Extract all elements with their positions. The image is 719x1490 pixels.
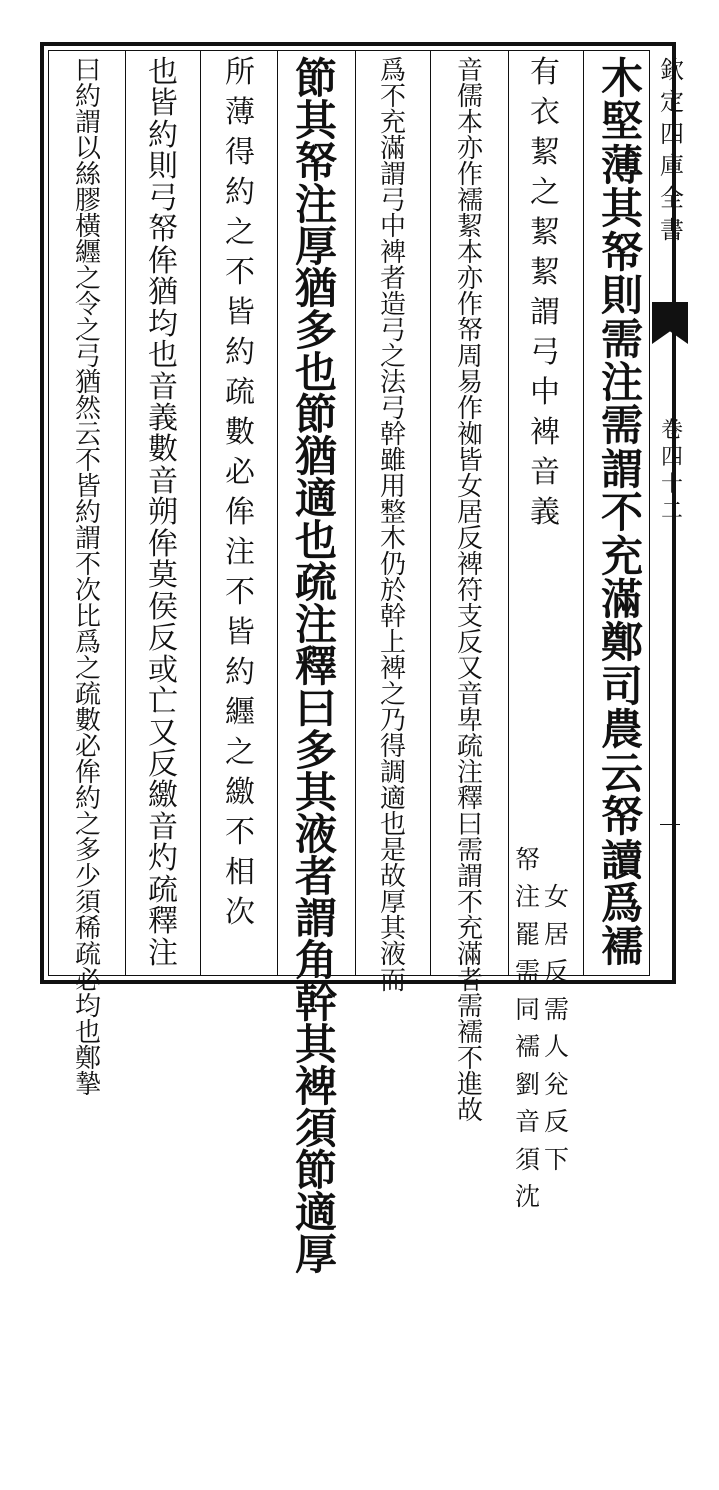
glyph: 襦	[456, 1018, 483, 1048]
glyph: 木	[600, 54, 643, 103]
glyph: 侯	[148, 589, 178, 625]
glyph: 須	[515, 1144, 541, 1174]
glyph: 釋	[456, 784, 483, 814]
glyph: 釋	[148, 904, 178, 940]
glyph: 女	[544, 882, 570, 911]
glyph: 帑	[600, 227, 643, 277]
glyph: 多	[74, 836, 101, 866]
glyph: 支	[456, 602, 483, 632]
glyph: 幹	[379, 420, 406, 450]
text-column	[63, 56, 113, 1100]
glyph: 音	[148, 369, 178, 405]
glyph: 沈	[515, 1182, 541, 1211]
glyph: 猶	[74, 368, 101, 398]
glyph: 作	[456, 394, 483, 424]
glyph: 需	[600, 314, 643, 364]
glyph: 需	[456, 836, 483, 866]
glyph: 令	[74, 290, 101, 320]
title-glyph: 四	[660, 120, 684, 148]
glyph: 滿	[379, 134, 406, 164]
glyph: 約	[74, 784, 101, 814]
glyph: 朔	[148, 495, 178, 531]
glyph: 疏	[74, 680, 101, 710]
glyph: 上	[379, 628, 406, 658]
glyph: 侔	[225, 495, 255, 530]
glyph: 約	[225, 335, 255, 370]
glyph: 云	[74, 420, 101, 450]
glyph: 木	[379, 524, 406, 554]
glyph: 作	[456, 290, 483, 320]
glyph: 法	[379, 368, 406, 398]
glyph: 故	[379, 862, 406, 892]
glyph: 堅	[600, 97, 643, 147]
glyph: 均	[74, 992, 101, 1022]
glyph: 故	[456, 1096, 483, 1126]
glyph: 反	[456, 524, 483, 554]
glyph: 乃	[379, 706, 406, 736]
text-column	[445, 56, 495, 1126]
glyph: 少	[74, 862, 101, 892]
glyph: 仍	[379, 550, 406, 580]
glyph: 約	[148, 117, 178, 153]
glyph: 數	[225, 415, 255, 450]
glyph: 弓	[379, 186, 406, 216]
glyph: 注	[294, 600, 337, 649]
glyph: 整	[379, 498, 406, 528]
glyph: 本	[456, 238, 483, 268]
glyph: 裨	[379, 654, 406, 684]
glyph: 弓	[74, 342, 101, 372]
glyph: 充	[600, 531, 643, 581]
glyph: 謂	[294, 894, 337, 943]
glyph: 周	[456, 342, 483, 372]
glyph: 比	[74, 602, 101, 632]
glyph: 不	[74, 446, 101, 476]
glyph: 居	[544, 919, 570, 949]
glyph: 劉	[515, 1069, 541, 1099]
glyph: 注	[515, 882, 541, 911]
glyph: 者	[456, 966, 483, 996]
glyph: 符	[456, 576, 483, 606]
volume-glyph: 卷	[660, 418, 683, 443]
glyph: 約	[74, 498, 101, 528]
text-column	[291, 54, 341, 1279]
glyph: 之	[74, 654, 101, 684]
title-glyph: 欽	[660, 56, 684, 84]
glyph: 需	[600, 401, 643, 451]
glyph: 反	[544, 957, 570, 986]
glyph: 多	[294, 306, 337, 355]
glyph: 繳	[225, 775, 255, 810]
glyph: 裨	[379, 238, 406, 268]
glyph: 司	[600, 661, 643, 711]
glyph: 調	[379, 758, 406, 788]
glyph: 曰	[294, 684, 337, 733]
glyph: 必	[74, 966, 101, 996]
glyph: 是	[379, 836, 406, 866]
glyph: 也	[74, 1018, 101, 1048]
glyph: 其	[294, 768, 337, 817]
glyph: 卑	[456, 706, 483, 736]
glyph: 者	[379, 264, 406, 294]
glyph: 得	[225, 135, 255, 170]
glyph: 爲	[74, 628, 101, 658]
glyph: 皆	[225, 615, 255, 650]
glyph: 弓	[148, 180, 178, 216]
glyph: 帑	[148, 212, 178, 248]
glyph: 疏	[148, 872, 178, 908]
glyph: 音	[148, 809, 178, 845]
glyph: 不	[600, 488, 643, 538]
glyph: 得	[379, 732, 406, 762]
glyph: 侔	[148, 526, 178, 562]
glyph: 必	[225, 455, 255, 490]
glyph: 襦	[456, 186, 483, 216]
glyph: 有	[530, 55, 560, 90]
glyph: 不	[225, 255, 255, 290]
glyph: 適	[294, 474, 337, 523]
glyph: 同	[515, 994, 541, 1024]
text-column	[520, 55, 570, 578]
glyph: 音	[456, 680, 483, 710]
glyph: 音	[515, 1107, 541, 1136]
glyph: 音	[530, 455, 560, 490]
glyph: 音	[148, 463, 178, 499]
glyph: 橫	[74, 212, 101, 242]
glyph: 膠	[74, 186, 101, 216]
glyph: 中	[530, 375, 560, 410]
glyph: 帑	[456, 316, 483, 346]
annotation-right-line	[544, 884, 569, 1184]
glyph: 相	[225, 855, 255, 890]
glyph: 或	[148, 652, 178, 688]
glyph: 釋	[294, 642, 337, 691]
glyph: 侔	[74, 758, 101, 788]
column-rule	[200, 50, 201, 976]
glyph: 薄	[600, 140, 643, 190]
glyph: 易	[456, 368, 483, 398]
volume-number	[655, 420, 689, 528]
glyph: 反	[544, 1107, 570, 1136]
glyph: 爲	[379, 56, 406, 86]
glyph: 義	[530, 495, 560, 530]
glyph: 皆	[74, 472, 101, 502]
glyph: 者	[294, 852, 337, 901]
text-column	[138, 55, 188, 971]
glyph: 則	[600, 271, 643, 321]
glyph: 下	[544, 1144, 570, 1174]
glyph: 襦	[600, 922, 643, 972]
column-rule	[508, 50, 509, 976]
glyph: 節	[294, 54, 337, 103]
glyph: 絜	[530, 135, 560, 170]
glyph: 幹	[379, 602, 406, 632]
column-rule	[583, 50, 584, 976]
glyph: 讀	[600, 835, 643, 885]
glyph: 人	[544, 1032, 570, 1061]
glyph: 需	[456, 992, 483, 1022]
glyph: 弓	[530, 335, 560, 370]
glyph: 約	[225, 175, 255, 210]
glyph: 裨	[294, 1062, 337, 1111]
glyph: 幹	[294, 978, 337, 1027]
glyph: 造	[379, 290, 406, 320]
glyph: 曰	[456, 810, 483, 840]
title-glyph: 全	[660, 184, 684, 212]
glyph: 充	[456, 914, 483, 944]
glyph: 兊	[544, 1069, 570, 1099]
glyph: 作	[456, 160, 483, 190]
glyph: 之	[225, 735, 255, 770]
glyph: 注	[294, 180, 337, 229]
glyph: 也	[148, 55, 178, 90]
glyph: 反	[148, 621, 178, 657]
glyph: 之	[379, 680, 406, 710]
glyph: 義	[148, 400, 178, 436]
glyph: 液	[379, 940, 406, 970]
title-glyph: 書	[660, 216, 684, 244]
glyph: 注	[456, 758, 483, 788]
glyph: 皆	[225, 295, 255, 330]
glyph: 儒	[456, 82, 483, 112]
glyph: 帑	[515, 844, 541, 874]
glyph: 謂	[74, 524, 101, 554]
glyph: 反	[456, 628, 483, 658]
glyph: 約	[225, 655, 255, 690]
glyph: 之	[74, 810, 101, 840]
glyph: 滿	[456, 940, 483, 970]
glyph: 謂	[379, 160, 406, 190]
glyph: 鄭	[600, 618, 643, 668]
glyph: 謂	[530, 295, 560, 330]
glyph: 亦	[456, 134, 483, 164]
glyph: 猶	[294, 432, 337, 481]
glyph: 用	[379, 472, 406, 502]
glyph: 數	[148, 432, 178, 468]
glyph: 裨	[530, 415, 560, 450]
text-column	[515, 578, 575, 1490]
glyph: 需	[515, 957, 541, 986]
text-column	[215, 55, 265, 970]
glyph: 之	[74, 316, 101, 346]
glyph: 其	[600, 184, 643, 234]
glyph: 之	[225, 215, 255, 250]
glyph: 適	[379, 784, 406, 814]
glyph: 本	[456, 108, 483, 138]
glyph: 注	[600, 357, 643, 407]
glyph: 謂	[74, 108, 101, 138]
glyph: 疏	[294, 558, 337, 607]
glyph: 女	[456, 472, 483, 502]
glyph: 多	[294, 726, 337, 775]
glyph: 次	[225, 895, 255, 930]
glyph: 罷	[515, 919, 541, 949]
glyph: 絜	[530, 215, 560, 250]
glyph: 音	[456, 56, 483, 86]
glyph: 鄭	[74, 1044, 101, 1074]
glyph: 摯	[74, 1070, 101, 1100]
glyph: 注	[148, 935, 178, 971]
glyph: 也	[294, 348, 337, 397]
glyph: 之	[530, 175, 560, 210]
glyph: 絲	[74, 160, 101, 190]
volume-glyph: 十	[660, 472, 683, 497]
glyph: 以	[74, 134, 101, 164]
glyph: 不	[456, 888, 483, 918]
volume-glyph: 四	[660, 445, 683, 470]
glyph: 亡	[148, 684, 178, 720]
glyph: 所	[225, 55, 255, 90]
glyph: 其	[294, 1020, 337, 1069]
volume-glyph: 二	[660, 499, 683, 524]
glyph: 疏	[225, 375, 255, 410]
glyph: 然	[74, 394, 101, 424]
column-rule	[430, 50, 431, 976]
glyph: 厚	[379, 888, 406, 918]
glyph: 必	[74, 732, 101, 762]
glyph: 中	[379, 212, 406, 242]
glyph: 灼	[148, 841, 178, 877]
column-rule	[277, 50, 278, 976]
glyph: 又	[148, 715, 178, 751]
glyph: 襦	[515, 1032, 541, 1061]
glyph: 也	[294, 516, 337, 565]
glyph: 謂	[600, 444, 643, 494]
column-rule	[125, 50, 126, 976]
glyph: 爲	[600, 879, 643, 929]
glyph: 不	[225, 815, 255, 850]
glyph: 之	[379, 342, 406, 372]
text-column	[597, 54, 647, 972]
text-column	[368, 56, 418, 996]
glyph: 云	[600, 748, 643, 798]
glyph: 農	[600, 705, 643, 755]
column-rule	[355, 50, 356, 976]
glyph: 弓	[379, 316, 406, 346]
glyph: 厚	[294, 222, 337, 271]
bottom-tick-mark	[660, 824, 680, 825]
glyph: 滿	[600, 575, 643, 625]
glyph: 疏	[456, 732, 483, 762]
title-glyph: 庫	[660, 152, 684, 180]
glyph: 亦	[456, 264, 483, 294]
title-glyph: 定	[660, 88, 684, 116]
glyph: 次	[74, 576, 101, 606]
glyph: 纒	[225, 695, 255, 730]
glyph: 液	[294, 810, 337, 859]
glyph: 纒	[74, 238, 101, 268]
annotation-left-line	[515, 844, 541, 1222]
glyph: 而	[379, 966, 406, 996]
glyph: 又	[456, 654, 483, 684]
glyph: 適	[294, 1188, 337, 1237]
glyph: 裨	[456, 550, 483, 580]
glyph: 角	[294, 936, 337, 985]
glyph: 其	[294, 96, 337, 145]
glyph: 節	[294, 390, 337, 439]
glyph: 反	[148, 746, 178, 782]
glyph: 疏	[74, 940, 101, 970]
glyph: 猶	[294, 264, 337, 313]
glyph: 袽	[456, 420, 483, 450]
book-title	[653, 58, 691, 250]
glyph: 數	[74, 706, 101, 736]
glyph: 謂	[456, 862, 483, 892]
glyph: 弓	[379, 394, 406, 424]
glyph: 雖	[379, 446, 406, 476]
glyph: 不	[379, 82, 406, 112]
glyph: 須	[74, 888, 101, 918]
glyph: 須	[294, 1104, 337, 1153]
glyph: 皆	[148, 86, 178, 122]
glyph: 於	[379, 576, 406, 606]
glyph: 則	[148, 149, 178, 185]
glyph: 注	[225, 535, 255, 570]
glyph: 需	[544, 994, 570, 1024]
glyph: 均	[148, 306, 178, 342]
glyph: 絜	[456, 212, 483, 242]
glyph: 不	[74, 550, 101, 580]
glyph: 也	[148, 338, 178, 374]
glyph: 薄	[225, 95, 255, 130]
glyph: 不	[456, 1044, 483, 1074]
glyph: 居	[456, 498, 483, 528]
glyph: 不	[225, 575, 255, 610]
glyph: 帑	[600, 792, 643, 842]
glyph: 約	[74, 82, 101, 112]
glyph: 曰	[74, 56, 101, 86]
glyph: 侔	[148, 243, 178, 279]
glyph: 猶	[148, 275, 178, 311]
glyph: 皆	[456, 446, 483, 476]
glyph: 莫	[148, 558, 178, 594]
glyph: 厚	[294, 1230, 337, 1279]
glyph: 充	[379, 108, 406, 138]
glyph: 節	[294, 1146, 337, 1195]
glyph: 進	[456, 1070, 483, 1100]
glyph: 衣	[530, 95, 560, 130]
glyph: 之	[74, 264, 101, 294]
glyph: 稀	[74, 914, 101, 944]
glyph: 絜	[530, 255, 560, 290]
glyph: 帑	[294, 138, 337, 187]
glyph: 其	[379, 914, 406, 944]
glyph: 繳	[148, 778, 178, 814]
glyph: 也	[379, 810, 406, 840]
